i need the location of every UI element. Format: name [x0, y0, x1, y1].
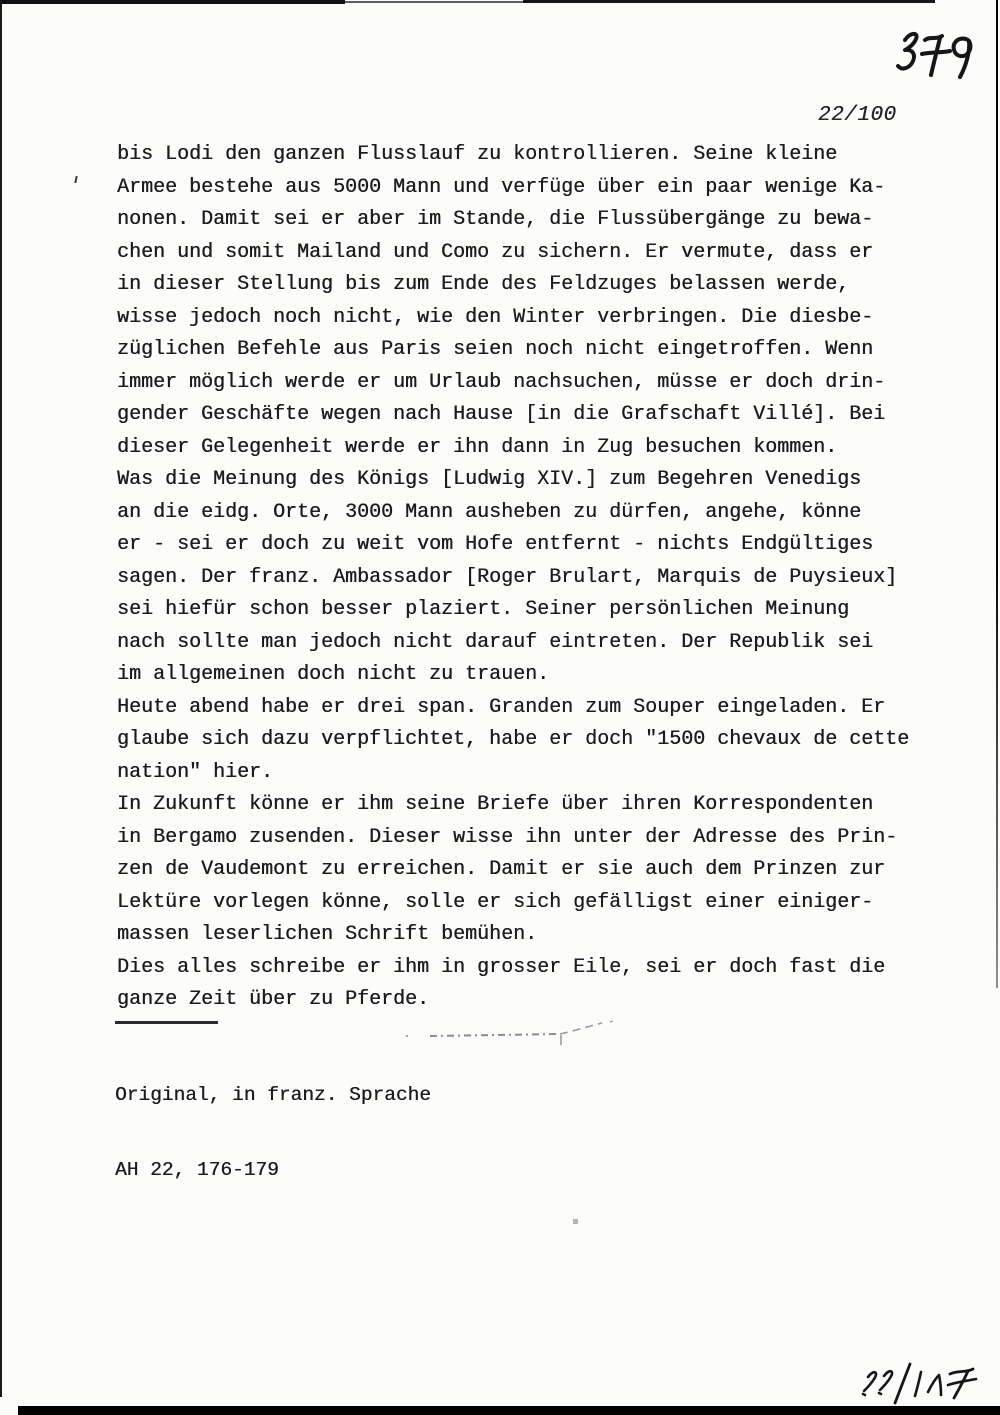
scan-border-left — [0, 0, 2, 1397]
body-line: Dies alles schreibe er ihm in grosser Eile, sei er doch fast die — [117, 955, 886, 979]
scan-border-top — [523, 0, 935, 3]
body-line: immer möglich werde er um Urlaub nachsuchen, müsse er doch drin- — [117, 370, 886, 394]
scan-border-top — [345, 1, 523, 3]
typed-page-number: 22/100 — [818, 104, 897, 127]
handwritten-folio-number — [858, 1360, 983, 1411]
body-line: an die eidg. Orte, 3000 Mann ausheben zu dürfen, angehe, könne — [117, 500, 862, 524]
body-line: Heute abend habe er drei span. Granden zum Souper eingeladen. Er — [117, 695, 886, 719]
body-line: In Zukunft könne er ihm seine Briefe über ihren Korrespondenten — [117, 793, 874, 816]
body-line: in Bergamo zusenden. Dieser wisse ihn unter der Adresse des Prin- — [117, 825, 898, 849]
scan-border-top — [0, 0, 345, 4]
body-line: sei hiefür schon besser plaziert. Seiner persönlichen Meinung — [117, 598, 850, 621]
body-line: Armee bestehe aus 5000 Mann und verfüge über ein paar wenige Ka- — [117, 175, 886, 199]
scan-speck — [74, 176, 77, 183]
body-line: bis Lodi den ganzen Flusslauf zu kontrollieren. Seine kleine — [117, 143, 838, 166]
body-line: sagen. Der franz. Ambassador [Roger Brulart, Marquis de Puysieux] — [117, 565, 898, 589]
body-line: im allgemeinen doch nicht zu trauen. — [117, 663, 550, 686]
body-line: er - sei er doch zu weit vom Hofe entfernt - nichts Endgültiges — [117, 533, 874, 556]
body-line: Lektüre vorlegen könne, solle er sich gefälligst einer einiger- — [117, 890, 874, 914]
scan-border-bottom — [18, 1406, 1000, 1415]
body-line: massen leserlichen Schrift bemühen. — [117, 923, 538, 946]
body-line: Was die Meinung des Königs [Ludwig XIV.] zum Begehren Venedigs — [117, 468, 862, 491]
scan-speck — [573, 1219, 578, 1224]
body-line: züglichen Befehle aus Paris seien noch nicht eingetroffen. Wenn — [117, 338, 874, 361]
archive-reference: AH 22, 176-179 — [115, 1159, 279, 1181]
body-line: gender Geschäfte wegen nach Hause [in die Grafschaft Villé]. Bei — [117, 403, 886, 426]
body-line: nach sollte man jedoch nicht darauf eintreten. Der Republik sei — [117, 630, 874, 654]
document-body — [117, 139, 909, 1017]
body-line: nonen. Damit sei er aber im Stande, die Flussübergänge zu bewa- — [117, 208, 874, 231]
body-line: chen und somit Mailand und Como zu sichern. Er vermute, dass er — [117, 240, 874, 264]
body-line: nation" hier. — [117, 760, 274, 784]
body-line: wisse jedoch noch nicht, wie den Winter verbringen. Die diesbe- — [117, 305, 874, 329]
pencil-dash-line — [398, 1018, 623, 1059]
handwritten-page-number — [893, 30, 988, 87]
body-line: ganze Zeit über zu Pferde. — [117, 988, 430, 1011]
footer-divider — [115, 1021, 218, 1024]
body-line: zen de Vaudemont zu erreichen. Damit er sie auch dem Prinzen zur — [117, 858, 886, 881]
scan-border-right — [996, 0, 998, 988]
body-line: dieser Gelegenheit werde er ihn dann in Zug besuchen kommen. — [117, 435, 838, 459]
source-note: Original, in franz. Sprache — [115, 1084, 431, 1106]
body-line: in dieser Stellung bis zum Ende des Feldzuges belassen werde, — [117, 273, 850, 296]
body-line: glaube sich dazu verpflichtet, habe er doch "1500 chevaux de cette — [117, 728, 910, 751]
